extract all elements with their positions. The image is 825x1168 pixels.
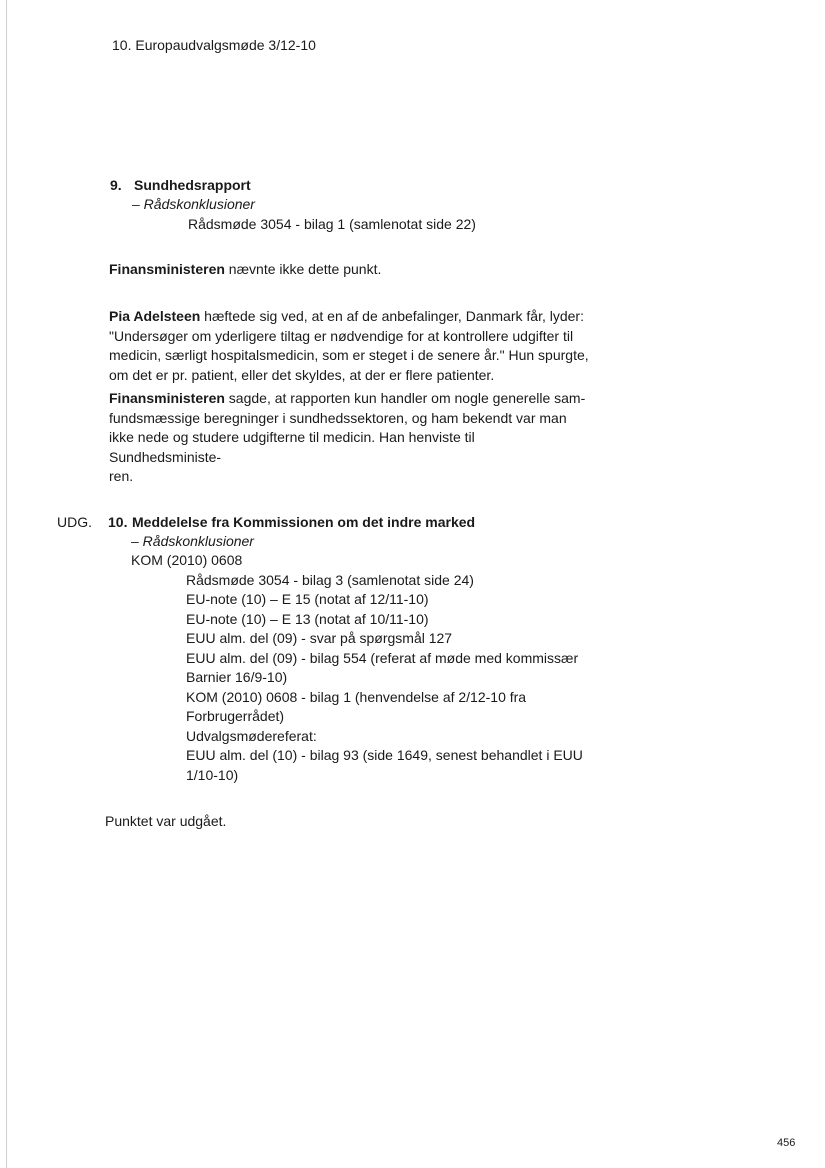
item9-ref: Rådsmøde 3054 - bilag 1 (samlenotat side 22)	[188, 216, 476, 232]
item10-ref: Rådsmøde 3054 - bilag 3 (samlenotat side 24)	[186, 572, 474, 588]
item10-ref: EUU alm. del (10) - bilag 93 (side 1649, senest behandlet i EUU	[186, 747, 583, 763]
item10-title: Meddelelse fra Kommissionen om det indre marked	[132, 514, 476, 530]
paragraph-text: nævnte ikke dette punkt.	[224, 261, 382, 277]
item10-ref: EUU alm. del (09) - bilag 554 (referat af møde med kommissær	[186, 650, 579, 666]
item10-number: 10.	[108, 514, 128, 530]
item10-ref: KOM (2010) 0608 - bilag 1 (henvendelse af 2/12-10 fra	[186, 689, 527, 705]
paragraph-pia-adelsteen	[109, 307, 589, 385]
paragraph-line: sagde, at rapporten kun handler om nogle generelle sam-	[224, 390, 586, 406]
item10-ref: Udvalgsmødereferat:	[186, 728, 317, 744]
item10-ref: Barnier 16/9-10)	[186, 669, 288, 685]
page-edge	[6, 0, 7, 1168]
closing-remark: Punktet var udgået.	[105, 813, 227, 829]
page-header: 10. Europaudvalgsmøde 3/12-10	[112, 37, 316, 53]
paragraph-line: "Undersøger om yderligere tiltag er nødvendige for at kontrollere udgifter til	[109, 327, 574, 344]
item10-subtitle: – Rådskonklusioner	[131, 533, 254, 549]
paragraph-line: ikke nede og studere udgifterne til medicin. Han henviste til Sundhedsministe-	[109, 429, 475, 465]
page-number: 456	[777, 1137, 796, 1149]
item9-title: Sundhedsrapport	[134, 177, 251, 193]
paragraph-line: om det er pr. patient, eller det skyldes, at der er flere patienter.	[109, 366, 495, 383]
paragraph-finansministeren-1	[109, 260, 589, 280]
item10-tag: UDG.	[57, 514, 92, 530]
item10-ref: 1/10-10)	[186, 767, 239, 783]
paragraph-finansministeren-2	[109, 389, 589, 487]
item10-ref: EUU alm. del (09) - svar på spørgsmål 127	[186, 630, 453, 646]
item10-ref: EU-note (10) – E 13 (notat af 10/11-10)	[186, 611, 429, 627]
paragraph-line: fundsmæssige beregninger i sundhedssektoren, og ham bekendt var man	[109, 409, 567, 426]
speaker-name: Pia Adelsteen	[109, 308, 201, 324]
speaker-name: Finansministeren	[109, 261, 225, 277]
paragraph-line: medicin, særligt hospitalsmedicin, som er steget i de senere år." Hun spurgte,	[109, 347, 589, 363]
speaker-name: Finansministeren	[109, 390, 225, 406]
item10-ref: EU-note (10) – E 15 (notat af 12/11-10)	[186, 591, 429, 607]
paragraph-line: ren.	[109, 468, 134, 484]
item10-kom: KOM (2010) 0608	[131, 552, 243, 568]
item10-ref: Forbrugerrådet)	[186, 708, 285, 724]
item9-number: 9.	[110, 177, 122, 193]
paragraph-line: hæftede sig ved, at en af de anbefalinger, Danmark får, lyder:	[200, 308, 584, 324]
item9-subtitle: – Rådskonklusioner	[132, 196, 255, 212]
